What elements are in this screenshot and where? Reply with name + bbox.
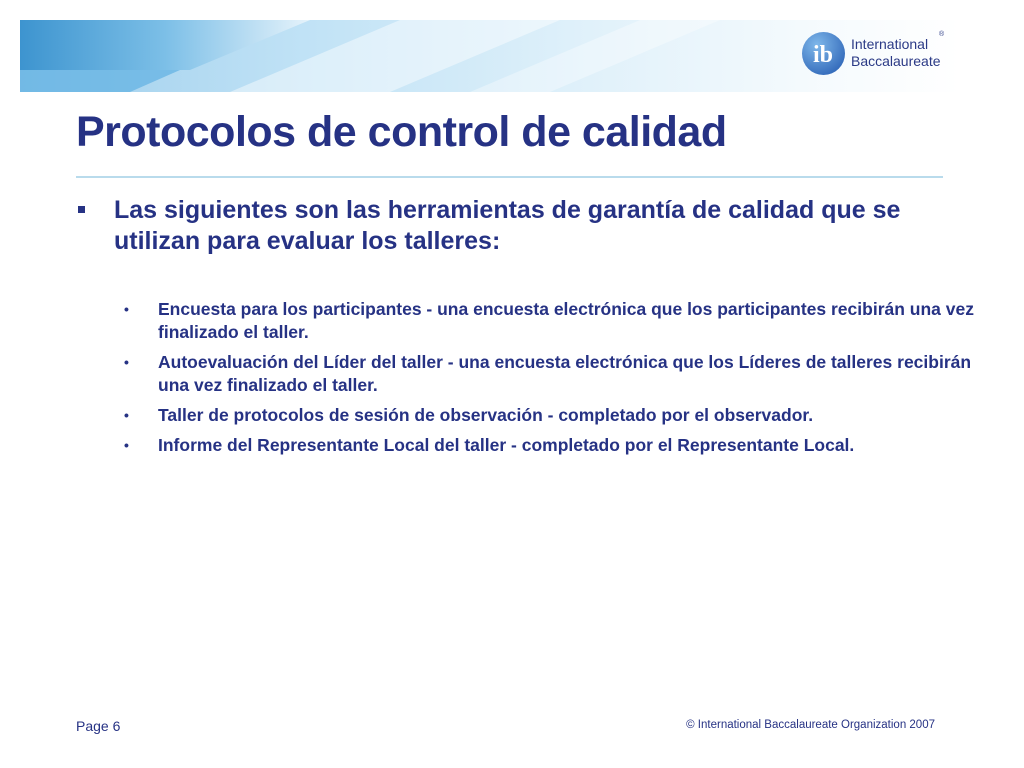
list-item-text: Autoevaluación del Líder del taller - una encuesta electrónica que los Líderes de talleres recibirán una vez finalizado el taller. [158, 352, 972, 395]
intro-bullet [76, 195, 946, 257]
bullet-dot-icon: • [124, 437, 129, 453]
bullet-dot-icon: • [124, 354, 129, 370]
list-item-text: Taller de protocolos de sesión de observación - completado por el observador. [158, 405, 814, 425]
list-item [124, 351, 974, 397]
bullet-dot-icon: • [124, 407, 129, 423]
square-bullet-icon [78, 206, 85, 213]
ib-circle-icon [801, 31, 846, 76]
bullet-dot-icon: • [124, 301, 129, 317]
list-item [124, 298, 974, 344]
slide-title: Protocolos de control de calidad [76, 108, 727, 156]
list-item [124, 404, 974, 427]
logo-line-2: Baccalaureate [851, 53, 941, 69]
tools-list [124, 298, 974, 464]
list-item-text: Informe del Representante Local del taller - completado por el Representante Local. [158, 435, 855, 455]
logo-mark: ib [812, 42, 834, 68]
list-item-text: Encuesta para los participantes - una encuesta electrónica que los participantes recibirán una vez finalizado el taller. [158, 299, 974, 342]
page-number: Page 6 [76, 718, 121, 734]
list-item [124, 434, 974, 457]
ib-logo [801, 31, 961, 81]
registered-mark: ® [939, 31, 945, 38]
intro-text: Las siguientes son las herramientas de garantía de calidad que se utilizan para evaluar los talleres: [114, 196, 901, 255]
title-divider [76, 176, 943, 178]
copyright-notice: © International Baccalaureate Organization 2007 [686, 719, 935, 731]
logo-line-1: International [851, 36, 929, 52]
